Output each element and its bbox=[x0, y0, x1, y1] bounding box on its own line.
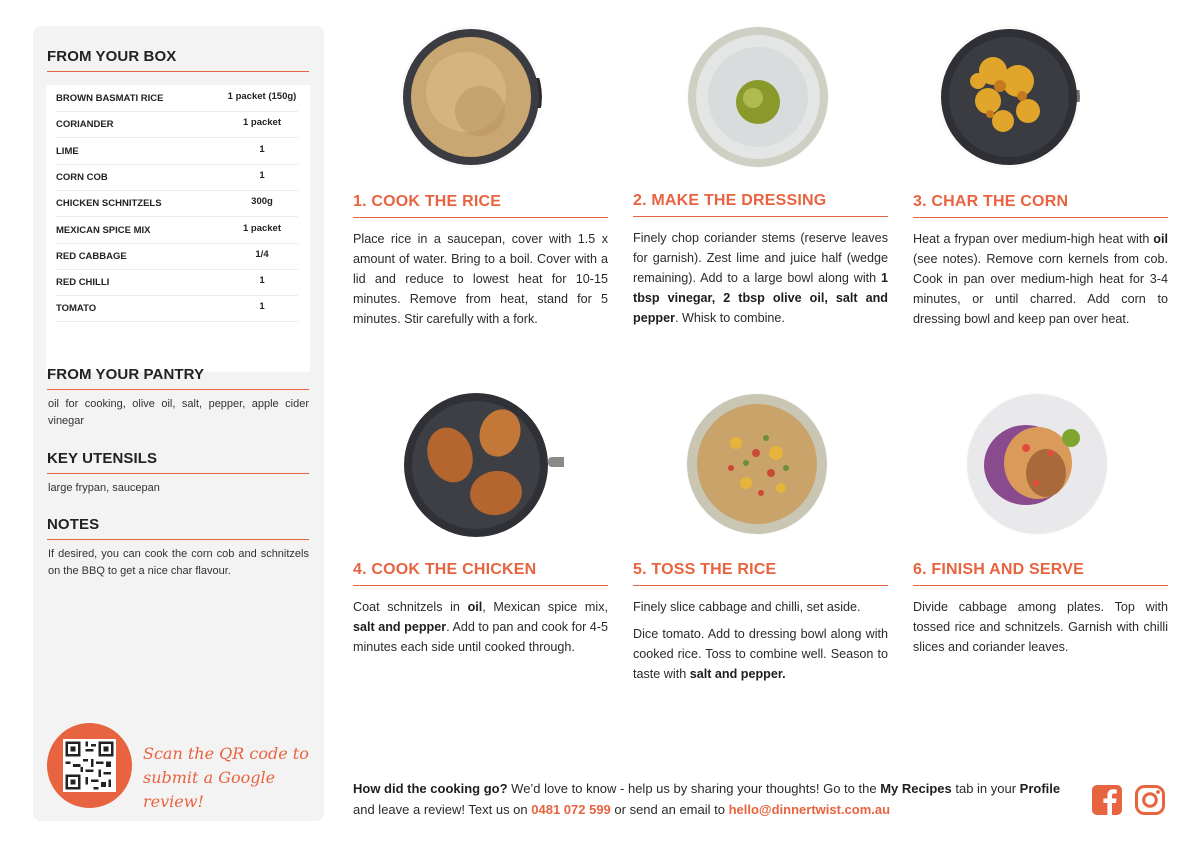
contact-link[interactable]: hello@dinnertwist.com.au bbox=[728, 802, 891, 817]
text-segment: Dice tomato. Add to dressing bowl along with cooked rice. Toss to combine well. Season to taste with bbox=[633, 627, 888, 681]
tossed-rice-photo bbox=[686, 393, 828, 535]
step-5-instructions bbox=[633, 597, 888, 691]
text-segment: or send an email to bbox=[610, 802, 729, 817]
text-segment: , Mexican spice mix, bbox=[482, 600, 608, 614]
step-6-title: 6. FINISH AND SERVE bbox=[913, 561, 1168, 586]
ingredient-row bbox=[56, 138, 298, 165]
ingredient-name: CORIANDER bbox=[56, 119, 114, 131]
ingredient-quantity: 1 packet (150g) bbox=[227, 91, 297, 102]
emphasis-text: My Recipes bbox=[880, 781, 952, 796]
qr-review-prompt: Scan the QR code to submit a Google review! bbox=[143, 744, 309, 811]
qr-code-icon[interactable] bbox=[63, 739, 116, 792]
text-segment: Divide cabbage among plates. Top with tossed rice and schnitzels. Garnish with chilli slices and coriander leaves. bbox=[913, 600, 1168, 654]
ingredient-quantity: 1 packet bbox=[242, 117, 282, 129]
ingredient-row bbox=[56, 269, 298, 296]
instruction-paragraph bbox=[633, 228, 888, 328]
qr-badge bbox=[47, 723, 132, 808]
ingredient-quantity: 1 bbox=[259, 275, 265, 287]
step-4-title: 4. COOK THE CHICKEN bbox=[353, 561, 608, 586]
ingredient-row bbox=[56, 85, 298, 112]
utensils-text: large frypan, saucepan bbox=[48, 482, 160, 494]
instagram-icon[interactable] bbox=[1134, 784, 1166, 816]
text-segment: Place rice in a saucepan, cover with 1.5 x amount of water. Bring to a boil. Cover with a lid and reduce to lowest heat for 10-15 minutes. Remove from heat, stand for 5 minutes. Stir carefully with a fork. bbox=[353, 232, 608, 326]
ingredient-quantity: 1 packet bbox=[242, 222, 282, 234]
key-utensils-heading: KEY UTENSILS bbox=[47, 450, 309, 474]
instruction-paragraph bbox=[633, 597, 888, 617]
text-segment: and leave a review! Text us on bbox=[353, 802, 532, 817]
step-6-instructions bbox=[913, 597, 1168, 664]
step-2-title: 2. MAKE THE DRESSING bbox=[633, 192, 888, 217]
from-your-box-heading: FROM YOUR BOX bbox=[47, 48, 309, 72]
text-segment: Finely chop coriander stems (reserve leaves for garnish). Zest lime and juice half (wedge remaining). Add to a large bowl along with bbox=[633, 231, 888, 285]
step-3-instructions bbox=[913, 229, 1168, 336]
emphasis-text: salt and pepper bbox=[353, 620, 447, 634]
step-5-title: 5. TOSS THE RICE bbox=[633, 561, 888, 586]
contact-link[interactable]: 0481 072 599 bbox=[531, 802, 611, 817]
text-segment: . Whisk to combine. bbox=[675, 311, 785, 325]
ingredient-name: CORN COB bbox=[56, 171, 108, 183]
instruction-paragraph bbox=[353, 597, 608, 657]
ingredient-row bbox=[56, 164, 298, 191]
ingredient-name: RED CABBAGE bbox=[56, 250, 127, 262]
ingredient-row bbox=[56, 217, 298, 244]
from-your-pantry-heading: FROM YOUR PANTRY bbox=[47, 366, 309, 390]
ingredient-name: BROWN BASMATI RICE bbox=[56, 93, 164, 104]
ingredient-quantity: 1/4 bbox=[255, 248, 269, 260]
plated-dish-photo bbox=[966, 393, 1108, 535]
step-2-instructions bbox=[633, 228, 888, 335]
instruction-paragraph bbox=[633, 624, 888, 684]
dressing-bowl-photo bbox=[687, 26, 829, 168]
instruction-paragraph bbox=[353, 229, 608, 329]
step-1-title: 1. COOK THE RICE bbox=[353, 193, 608, 218]
emphasis-text: oil bbox=[467, 600, 483, 614]
rice-saucepan-photo bbox=[400, 26, 542, 168]
corn-frypan-photo bbox=[938, 26, 1080, 168]
pantry-text: oil for cooking, olive oil, salt, pepper, apple cider vinegar bbox=[48, 398, 309, 427]
step-3-title: 3. CHAR THE CORN bbox=[913, 193, 1168, 218]
text-segment: tab in your bbox=[951, 781, 1020, 796]
ingredient-quantity: 300g bbox=[251, 196, 273, 208]
ingredient-name: CHICKEN SCHNITZELS bbox=[56, 198, 162, 210]
ingredient-quantity: 1 bbox=[259, 143, 265, 155]
ingredient-quantity: 1 bbox=[259, 301, 265, 313]
text-segment: Coat schnitzels in bbox=[353, 600, 468, 614]
ingredient-row bbox=[56, 190, 298, 217]
step-1-instructions bbox=[353, 229, 608, 336]
emphasis-text: salt and pepper. bbox=[689, 667, 786, 681]
emphasis-text: 1 tbsp vinegar, 2 tbsp olive oil, salt and pepper bbox=[633, 271, 888, 325]
notes-text: If desired, you can cook the corn cob and schnitzels on the BBQ to get a nice char flavour. bbox=[48, 548, 309, 577]
text-segment: Finely slice cabbage and chilli, set aside. bbox=[633, 600, 861, 614]
emphasis-text: Profile bbox=[1019, 781, 1061, 796]
emphasis-text: oil bbox=[1153, 232, 1168, 246]
ingredient-row bbox=[56, 111, 298, 138]
instruction-paragraph bbox=[913, 597, 1168, 657]
notes-heading: NOTES bbox=[47, 516, 309, 540]
emphasis-text: How did the cooking go? bbox=[353, 781, 508, 796]
text-segment: (see notes). Remove corn kernels from cob. Cook in pan over medium-high heat for 3-4 minutes, or until charred. Add corn to dressing bowl and keep pan over heat. bbox=[913, 252, 1168, 326]
box-ingredients-table bbox=[46, 85, 310, 372]
chicken-frypan-photo bbox=[388, 393, 564, 537]
text-segment: . Add to pan and cook for 4-5 minutes each side until cooked through. bbox=[353, 620, 609, 654]
ingredient-quantity: 1 bbox=[259, 169, 265, 181]
ingredient-name: TOMATO bbox=[56, 303, 97, 315]
ingredient-row bbox=[56, 295, 298, 322]
text-segment: We’d love to know - help us by sharing your thoughts! Go to the bbox=[507, 781, 881, 796]
ingredient-name: MEXICAN SPICE MIX bbox=[56, 224, 151, 236]
ingredient-name: RED CHILLI bbox=[56, 277, 110, 289]
instruction-paragraph bbox=[913, 229, 1168, 329]
ingredients-sidebar bbox=[33, 26, 324, 821]
text-segment: Heat a frypan over medium-high heat with bbox=[913, 232, 1154, 246]
facebook-icon[interactable] bbox=[1091, 784, 1123, 816]
ingredient-row bbox=[56, 243, 298, 270]
step-4-instructions bbox=[353, 597, 608, 664]
ingredient-name: LIME bbox=[56, 145, 79, 157]
feedback-footer bbox=[353, 778, 1083, 820]
